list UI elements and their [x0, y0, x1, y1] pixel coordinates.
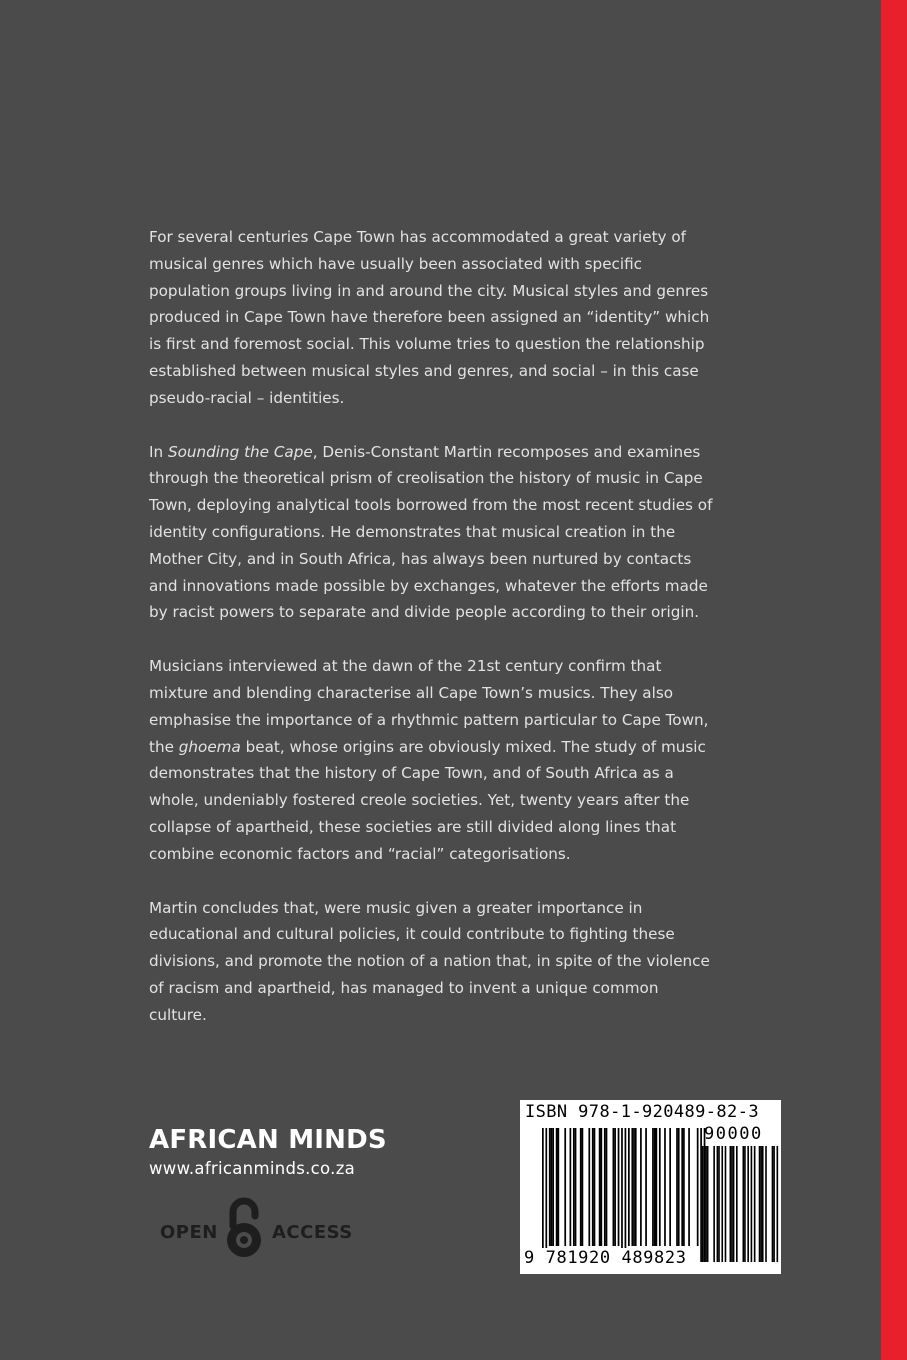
barcode-bar: [618, 1128, 620, 1246]
barcode-bar: [659, 1128, 661, 1246]
barcode-bar: [600, 1128, 602, 1246]
barcode-bar: [645, 1128, 647, 1246]
barcode-bar: [704, 1128, 706, 1262]
barcode-bar: [552, 1128, 554, 1246]
addon-bar: [736, 1146, 738, 1262]
addon-bar: [765, 1146, 767, 1262]
barcode-bar: [681, 1128, 683, 1246]
barcode-bar: [613, 1128, 615, 1246]
red-spine-strip: [881, 0, 907, 1360]
addon-bar: [717, 1146, 719, 1262]
publisher-name: AFRICAN MINDS: [149, 1125, 387, 1155]
addon-bar: [733, 1146, 735, 1262]
barcode-bar: [631, 1128, 633, 1246]
isbn-barcode: [520, 1100, 781, 1274]
blurb-p3-b: beat, whose origins are obviously mixed. The study of music demonstrates that the history of Cape Town, and of South Africa as a whole, undeniably fostered creole societies. Yet, twenty years after the collapse of apartheid, these societies are still divided along lines that combine economic factors and “racial” categorisations.: [149, 737, 706, 863]
open-lock-icon: [223, 1196, 265, 1262]
addon-bar: [772, 1146, 774, 1262]
barcode-bar: [545, 1128, 547, 1262]
barcode-bar: [564, 1128, 566, 1246]
isbn-label: ISBN 978-1-920489-82-3: [525, 1102, 759, 1122]
addon-bar: [707, 1146, 709, 1262]
barcode-bar: [656, 1128, 658, 1246]
barcode-bar: [676, 1128, 678, 1246]
barcode-bar: [606, 1128, 608, 1246]
barcode-bar: [542, 1128, 544, 1262]
addon-bar: [751, 1146, 753, 1262]
barcode-bar: [556, 1128, 558, 1246]
barcode-bar: [652, 1128, 654, 1246]
access-label: ACCESS: [272, 1222, 353, 1243]
open-access-logo: [160, 1194, 360, 1264]
barcode-bar: [549, 1128, 551, 1246]
addon-bar: [731, 1146, 733, 1262]
addon-bar: [713, 1146, 715, 1262]
addon-bar: [777, 1146, 779, 1262]
addon-bar: [721, 1146, 723, 1262]
addon-bar: [744, 1146, 746, 1262]
addon-bar: [718, 1146, 720, 1262]
blurb-p2-rest: , Denis-Constant Martin recomposes and examines through the theoretical prism of creolisation the history of music in Cape Town, deploying analytical tools borrowed from the most recent studies of identity configurations. He demonstrates that musical creation in the Mother City, and in South Africa, has always been nurtured by contacts and innovations made possible by exchanges, whatever the efforts made by racist powers to separate and divide people according to their origin.: [149, 442, 713, 622]
addon-bar: [725, 1146, 727, 1262]
ean-number: 9 781920 489823: [524, 1248, 687, 1268]
addon-bar: [773, 1146, 775, 1262]
addon-bar: [754, 1146, 756, 1262]
addon-bar: [760, 1146, 762, 1262]
barcode-bar: [625, 1128, 627, 1262]
barcode-bar: [588, 1128, 590, 1246]
publisher-block: [149, 1124, 387, 1180]
barcode-bar: [697, 1128, 699, 1246]
addon-bar: [702, 1146, 704, 1262]
barcode-bar: [557, 1128, 559, 1246]
back-cover-blurb: [149, 224, 719, 1056]
price-addon-number: 90000: [704, 1124, 763, 1144]
barcode-bar: [621, 1128, 623, 1262]
barcode-bar: [604, 1128, 606, 1246]
barcode-bar: [683, 1128, 685, 1246]
blurb-paragraph-3: [149, 653, 719, 867]
barcode-bar: [575, 1128, 577, 1246]
blurb-paragraph-4: Martin concludes that, were music given a greater importance in educational and cultural policies, it could contribute to fighting these divisions, and promote the notion of a nation that, in spite of the violence of racism and apartheid, has managed to invent a unique common culture.: [149, 898, 710, 1024]
blurb-paragraph-1: For several centuries Cape Town has accommodated a great variety of musical genres which have usually been associated with specific population groups living in and around the city. Musical styles and genres produced in Cape Town have therefore been assigned an “identity” which is first and foremost social. This volume tries to question the relationship established between musical styles and genres, and social – in this case pseudo-racial – identities.: [149, 228, 710, 407]
barcode-bar: [688, 1128, 690, 1246]
barcode-bar: [628, 1128, 630, 1246]
publisher-url[interactable]: www.africanminds.co.za: [149, 1159, 356, 1178]
barcode-bar: [635, 1128, 637, 1246]
addon-bar: [759, 1146, 761, 1262]
blurb-p3-a: Musicians interviewed at the dawn of the 21st century confirm that mixture and blending characterise all Cape Town’s musics. They also emphasise the importance of a rhythmic pattern particular to Cape Town, the: [149, 657, 709, 756]
blurb-p2-prefix: In: [149, 442, 168, 461]
barcode-bar: [664, 1128, 666, 1246]
barcode-bar: [592, 1128, 594, 1246]
barcode-bar: [669, 1128, 671, 1246]
addon-bar: [705, 1146, 707, 1262]
barcode-bar: [599, 1128, 601, 1246]
barcode-bar: [580, 1128, 582, 1246]
addon-bar: [730, 1146, 732, 1262]
barcode-bar: [654, 1128, 656, 1246]
barcode-bar: [614, 1128, 616, 1246]
blurb-paragraph-2: [149, 439, 719, 627]
open-label: OPEN: [160, 1222, 218, 1243]
addon-bar: [743, 1146, 745, 1262]
ghoema-term: ghoema: [178, 737, 241, 756]
addon-bar: [762, 1146, 764, 1262]
barcode-bar: [640, 1128, 642, 1246]
barcode-bar: [551, 1128, 553, 1246]
barcode-bar: [570, 1128, 572, 1246]
barcode-bar: [594, 1128, 596, 1246]
barcode-bar: [678, 1128, 680, 1246]
barcode-bar: [573, 1128, 575, 1246]
barcode-bar: [582, 1128, 584, 1246]
barcode-bar: [700, 1128, 702, 1262]
barcode-bar: [633, 1128, 635, 1246]
book-title: Sounding the Cape: [167, 442, 313, 461]
addon-bar: [747, 1146, 749, 1262]
